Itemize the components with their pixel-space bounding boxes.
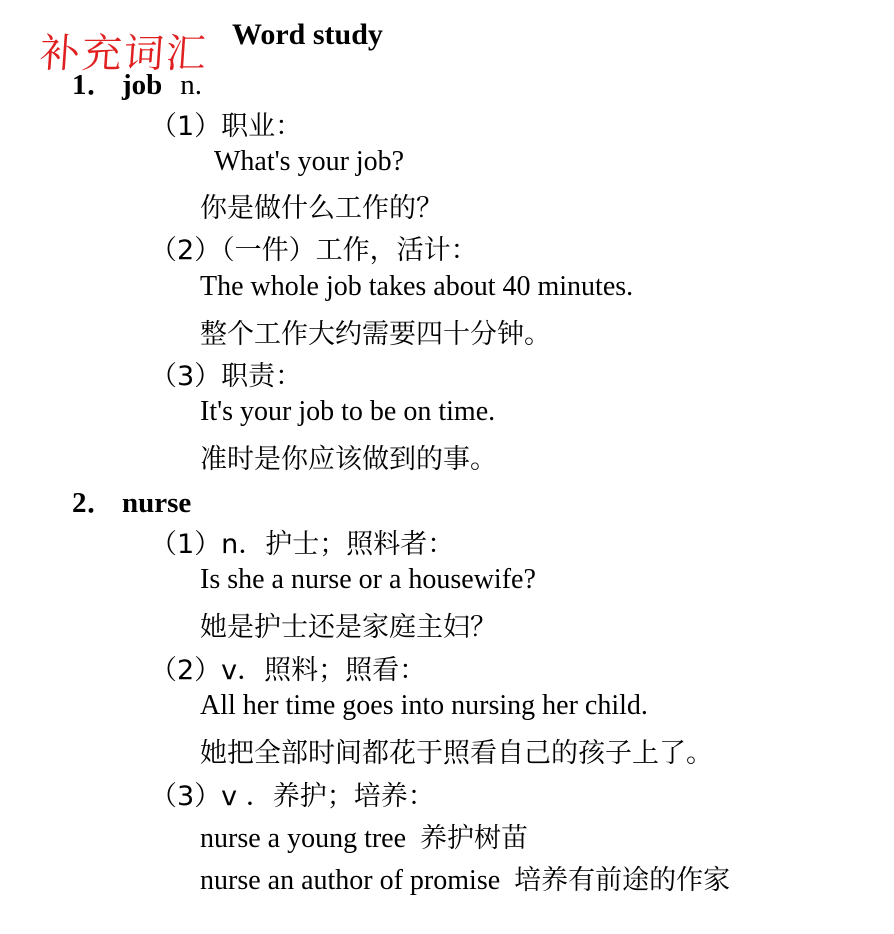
phrase-chinese: 培养有前途的作家 bbox=[514, 865, 731, 896]
example-english: The whole job takes about 40 minutes. bbox=[200, 271, 634, 302]
sense-label: （1）职业： bbox=[150, 111, 303, 142]
handwritten-stamp: 补充词汇 bbox=[38, 31, 210, 77]
sense-label: （2）v．照料；照看： bbox=[150, 655, 427, 686]
entry-part-of-speech: n. bbox=[180, 69, 203, 101]
entry-word: nurse bbox=[122, 487, 192, 519]
example-chinese: 她是护士还是家庭主妇？ bbox=[200, 612, 497, 643]
phrase-row bbox=[200, 816, 528, 855]
sense-label: （3）v ．养护；培养： bbox=[150, 781, 435, 812]
example-chinese: 你是做什么工作的？ bbox=[200, 193, 443, 224]
sense-label: （2）（一件）工作，活计： bbox=[150, 235, 478, 266]
page-title: Word study bbox=[232, 18, 383, 51]
example-english: It's your job to be on time. bbox=[200, 396, 496, 427]
entry-number: 2． bbox=[72, 487, 116, 519]
entry-word: job bbox=[122, 69, 163, 101]
phrase-chinese: 养护树苗 bbox=[420, 823, 529, 854]
phrase-row bbox=[200, 858, 730, 897]
example-chinese: 整个工作大约需要四十分钟。 bbox=[200, 319, 551, 350]
entry-heading-nurse bbox=[72, 480, 191, 521]
example-english: What's your job? bbox=[214, 146, 405, 177]
sense-label: （1）n．护士；照料者： bbox=[150, 529, 455, 560]
example-english: Is she a nurse or a housewife? bbox=[200, 564, 536, 595]
sense-label: （3）职责： bbox=[150, 361, 303, 392]
example-chinese: 准时是你应该做到的事。 bbox=[200, 444, 497, 475]
phrase-english: nurse a young tree bbox=[200, 823, 407, 854]
phrase-english: nurse an author of promise bbox=[200, 865, 501, 896]
entry-heading-job bbox=[72, 62, 202, 103]
example-chinese: 她把全部时间都花于照看自己的孩子上了。 bbox=[200, 738, 713, 769]
entry-number: 1． bbox=[72, 69, 116, 101]
example-english: All her time goes into nursing her child. bbox=[200, 690, 648, 721]
